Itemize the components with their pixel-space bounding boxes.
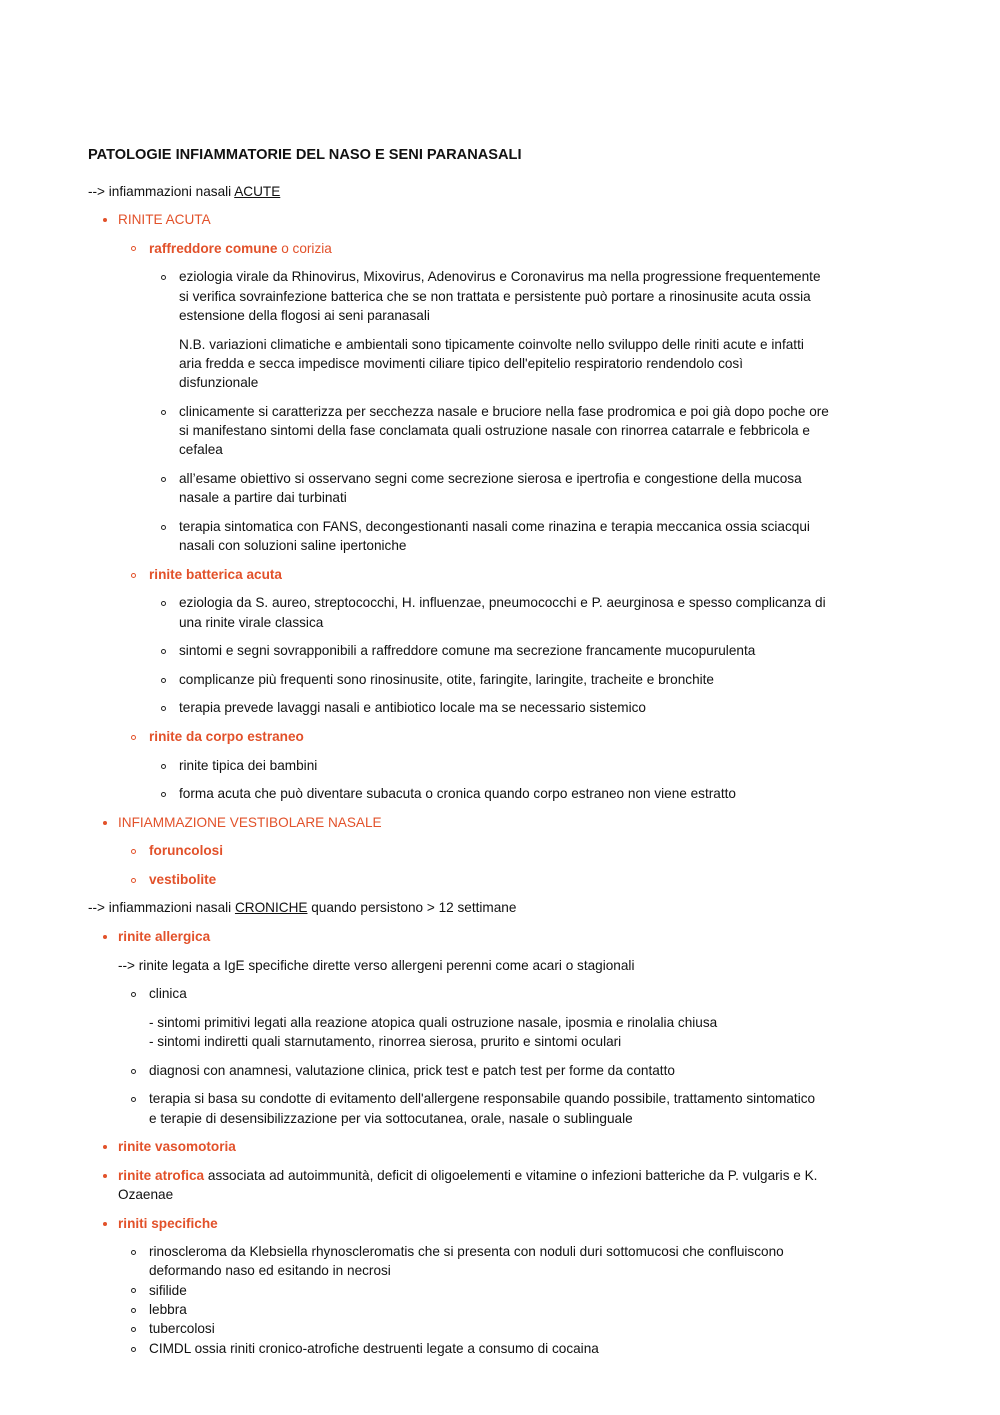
list-item: rinite tipica dei bambini (179, 758, 318, 773)
list-item: eziologia da S. aureo, streptococchi, H. influenzae, pneumococchi e P. aeurginosa e spesso complicanza di (179, 595, 826, 610)
nb-note-continuation: aria fredda e secca impedisce movimenti ciliare tipico dell'epitelio respiratorio rendendolo così (179, 356, 743, 371)
bullet-circle-icon (161, 525, 166, 530)
croniche-label: CRONICHE (234, 900, 308, 915)
bullet-circle-icon (161, 792, 166, 797)
bullet-disc-icon (103, 218, 107, 222)
raffreddore-alt: o corizia (277, 241, 332, 256)
acute-heading (88, 182, 280, 201)
page-title: PATOLOGIE INFIAMMATORIE DEL NASO E SENI PARANASALI (88, 147, 522, 163)
atrofica-item (118, 1166, 817, 1185)
list-item: tubercolosi (149, 1321, 215, 1336)
list-item: clinicamente si caratterizza per secchezza nasale e bruciore nella fase prodromica e poi già dopo poche ore (179, 404, 829, 419)
bullet-circle-icon (131, 1250, 136, 1255)
clinica-line: - sintomi primitivi legati alla reazione atopica quali ostruzione nasale, iposmia e rinolalia chiusa (149, 1015, 718, 1030)
clinica-line: - sintomi indiretti quali starnutamento, rinorrea sierosa, prurito e sintomi oculari (149, 1034, 622, 1049)
atrofica-text: associata ad autoimmunità, deficit di oligoelementi e vitamine o infezioni batteriche da P. vulgaris e K. (204, 1168, 818, 1183)
vestibolite-item: vestibolite (149, 872, 217, 887)
list-item-continuation: e terapie di desensibilizzazione per via sottocutanea, orale, nasale o sublinguale (149, 1111, 633, 1126)
list-item: sintomi e segni sovrapponibili a raffreddore comune ma secrezione francamente mucopurulenta (179, 643, 756, 658)
allergica-heading: rinite allergica (118, 929, 211, 944)
bullet-circle-icon (131, 1308, 136, 1313)
bullet-circle-icon (131, 246, 136, 251)
bullet-circle-icon (131, 735, 136, 740)
batterica-heading: rinite batterica acuta (149, 567, 282, 582)
list-item: terapia sintomatica con FANS, decongestionanti nasali come rinazina e terapia meccanica ossia sciacqui (179, 519, 810, 534)
list-item: all’esame obiettivo si osservano segni come secrezione sierosa e ipertrofia e congestione della mucosa (179, 471, 802, 486)
list-item: rinoscleroma da Klebsiella rhynoscleromatis che si presenta con noduli duri sottomucosi che confluiscono (149, 1244, 784, 1259)
atrofica-continuation: Ozaenae (118, 1187, 174, 1202)
list-item-continuation: una rinite virale classica (179, 615, 324, 630)
list-item: CIMDL ossia riniti cronico-atrofiche destruenti legate a consumo di cocaina (149, 1341, 599, 1356)
croniche-heading (88, 898, 516, 917)
allergica-note: --> rinite legata a IgE specifiche dirette verso allergeni perenni come acari o stagionali (118, 958, 635, 973)
foruncolosi-item: foruncolosi (149, 843, 224, 858)
acute-arrow-text: --> infiammazioni nasali (88, 184, 235, 199)
acute-label: ACUTE (234, 184, 281, 199)
list-item: complicanze più frequenti sono rinosinusite, otite, faringite, laringite, tracheite e bronchite (179, 672, 714, 687)
list-item-continuation: cefalea (179, 442, 223, 457)
corpo-estraneo-heading: rinite da corpo estraneo (149, 729, 304, 744)
list-item-continuation: estensione della flogosi ai seni paranasali (179, 308, 430, 323)
bullet-circle-icon (131, 878, 136, 883)
list-item: forma acuta che può diventare subacuta o cronica quando corpo estraneo non viene estratto (179, 786, 736, 801)
bullet-disc-icon (103, 1145, 107, 1149)
list-item-continuation: nasali con soluzioni saline ipertoniche (179, 538, 407, 553)
nb-note: N.B. variazioni climatiche e ambientali sono tipicamente coinvolte nello sviluppo delle riniti acute e infatti (179, 337, 804, 352)
bullet-circle-icon (131, 1347, 136, 1352)
bullet-circle-icon (131, 1097, 136, 1102)
bullet-circle-icon (161, 601, 166, 606)
list-item-continuation: si verifica sovrainfezione batterica che se non trattata e persistente può portare a rinosinusite acuta ossia (179, 289, 811, 304)
bullet-circle-icon (161, 706, 166, 711)
bullet-disc-icon (103, 1222, 107, 1226)
specifiche-heading: riniti specifiche (118, 1216, 218, 1231)
bullet-circle-icon (131, 1327, 136, 1332)
bullet-circle-icon (161, 410, 166, 415)
bullet-circle-icon (161, 649, 166, 654)
croniche-arrow-text: --> infiammazioni nasali (88, 900, 235, 915)
list-item-continuation: nasale a partire dai turbinati (179, 490, 347, 505)
nb-note-continuation: disfunzionale (179, 375, 259, 390)
list-item-continuation: si manifestano sintomi della fase conclamata quali ostruzione nasale con rinorrea catarrale e febbricola e (179, 423, 810, 438)
vasomotoria-heading: rinite vasomotoria (118, 1139, 236, 1154)
vestibolare-heading: INFIAMMAZIONE VESTIBOLARE NASALE (118, 815, 382, 830)
list-item: sifilide (149, 1283, 187, 1298)
bullet-disc-icon (103, 821, 107, 825)
bullet-circle-icon (131, 992, 136, 997)
list-item: terapia si basa su condotte di evitamento dell'allergene responsabile quando possibile, trattamento sintomatico (149, 1091, 816, 1106)
list-item: lebbra (149, 1302, 187, 1317)
bullet-circle-icon (161, 477, 166, 482)
bullet-disc-icon (103, 935, 107, 939)
list-item: terapia prevede lavaggi nasali e antibiotico locale ma se necessario sistemico (179, 700, 646, 715)
bullet-circle-icon (131, 1069, 136, 1074)
rinite-acuta-heading: RINITE ACUTA (118, 212, 211, 227)
bullet-circle-icon (161, 678, 166, 683)
bullet-disc-icon (103, 1174, 107, 1178)
list-item: clinica (149, 986, 187, 1001)
list-item: eziologia virale da Rhinovirus, Mixovirus, Adenovirus e Coronavirus ma nella progressione frequentemente (179, 269, 821, 284)
raffreddore-name: raffreddore comune (149, 241, 278, 256)
bullet-circle-icon (131, 1288, 136, 1293)
list-item: diagnosi con anamnesi, valutazione clinica, prick test e patch test per forme da contatto (149, 1063, 675, 1078)
atrofica-name: rinite atrofica (118, 1168, 205, 1183)
bullet-circle-icon (161, 275, 166, 280)
raffreddore-heading (149, 239, 332, 258)
bullet-circle-icon (131, 573, 136, 578)
bullet-circle-icon (131, 849, 136, 854)
bullet-circle-icon (161, 764, 166, 769)
list-item-continuation: deformando naso ed esitando in necrosi (149, 1263, 391, 1278)
croniche-suffix: quando persistono > 12 settimane (307, 900, 517, 915)
